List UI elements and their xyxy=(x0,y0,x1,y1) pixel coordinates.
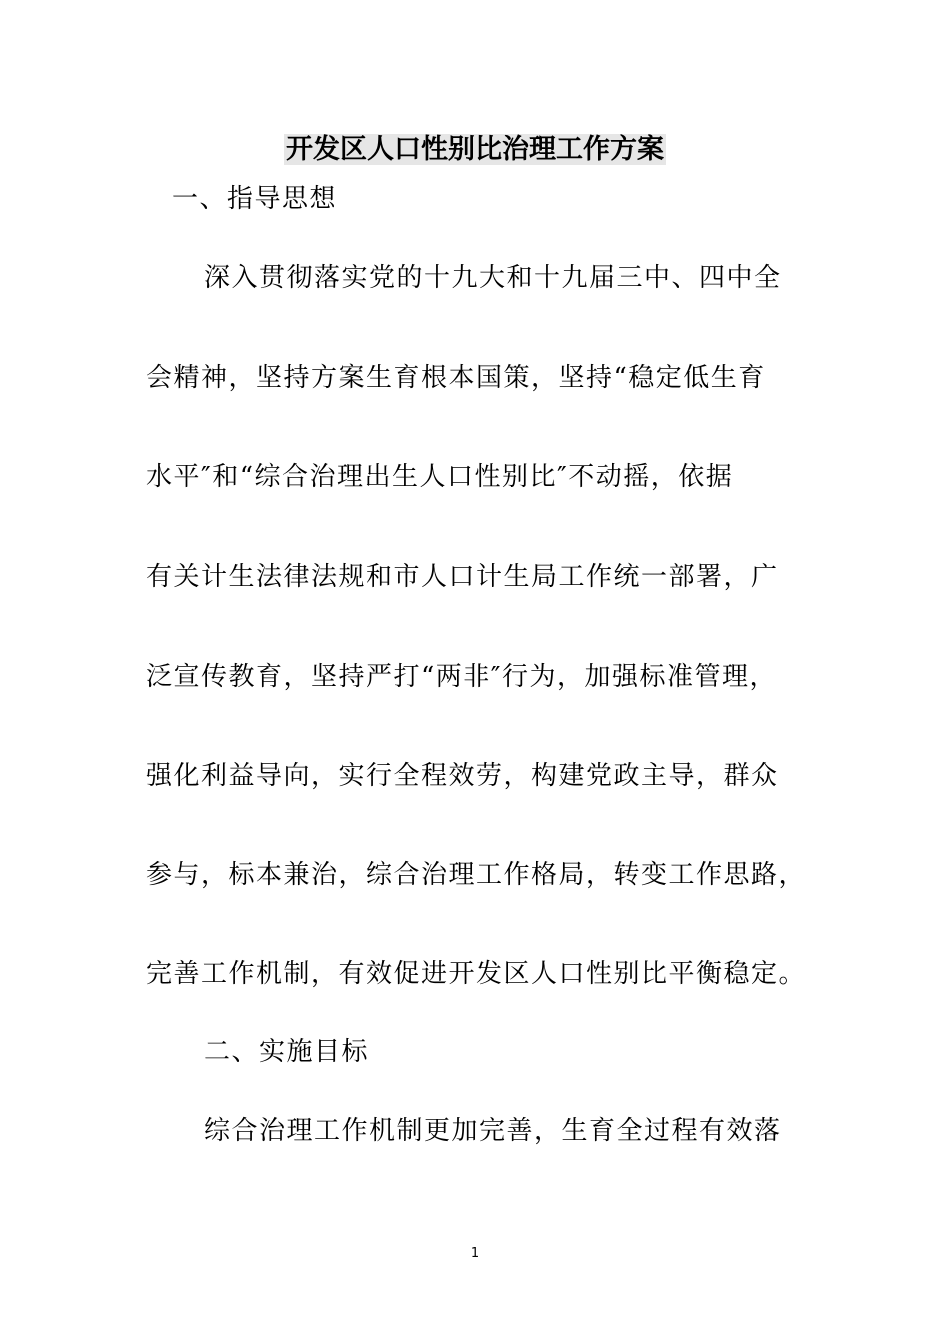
paragraph-line: 水平″和“综合治理出生人口性别比″不动摇，依据 xyxy=(146,462,734,492)
paragraph-line: 综合治理工作机制更加完善，生育全过程有效落 xyxy=(204,1116,782,1146)
paragraph-line: 深入贯彻落实党的十九大和十九届三中、四中全 xyxy=(204,263,782,293)
paragraph-line: 强化利益导向，实行全程效劳，构建党政主导，群众 xyxy=(146,761,779,791)
paragraph-line: 完善工作机制，有效促进开发区人口性别比平衡稳定。 xyxy=(146,959,807,989)
paragraph-line: 参与，标本兼治，综合治理工作格局，转变工作思路， xyxy=(146,860,807,890)
document-title xyxy=(0,130,950,170)
paragraph-line: 泛宣传教育，坚持严打“两非″行为，加强标准管理， xyxy=(146,662,778,692)
paragraph-line: 会精神，坚持方案生育根本国策，坚持“稳定低生育 xyxy=(146,363,766,393)
document-title-text: 开发区人口性别比治理工作方案 xyxy=(286,134,664,165)
section-heading-guiding-ideology: 一、指导思想 xyxy=(172,184,338,214)
page-number: 1 xyxy=(470,1246,480,1261)
section-heading-implementation-goals: 二、实施目标 xyxy=(204,1037,370,1067)
paragraph-line: 有关计生法律法规和市人口计生局工作统一部署，广 xyxy=(146,562,779,592)
